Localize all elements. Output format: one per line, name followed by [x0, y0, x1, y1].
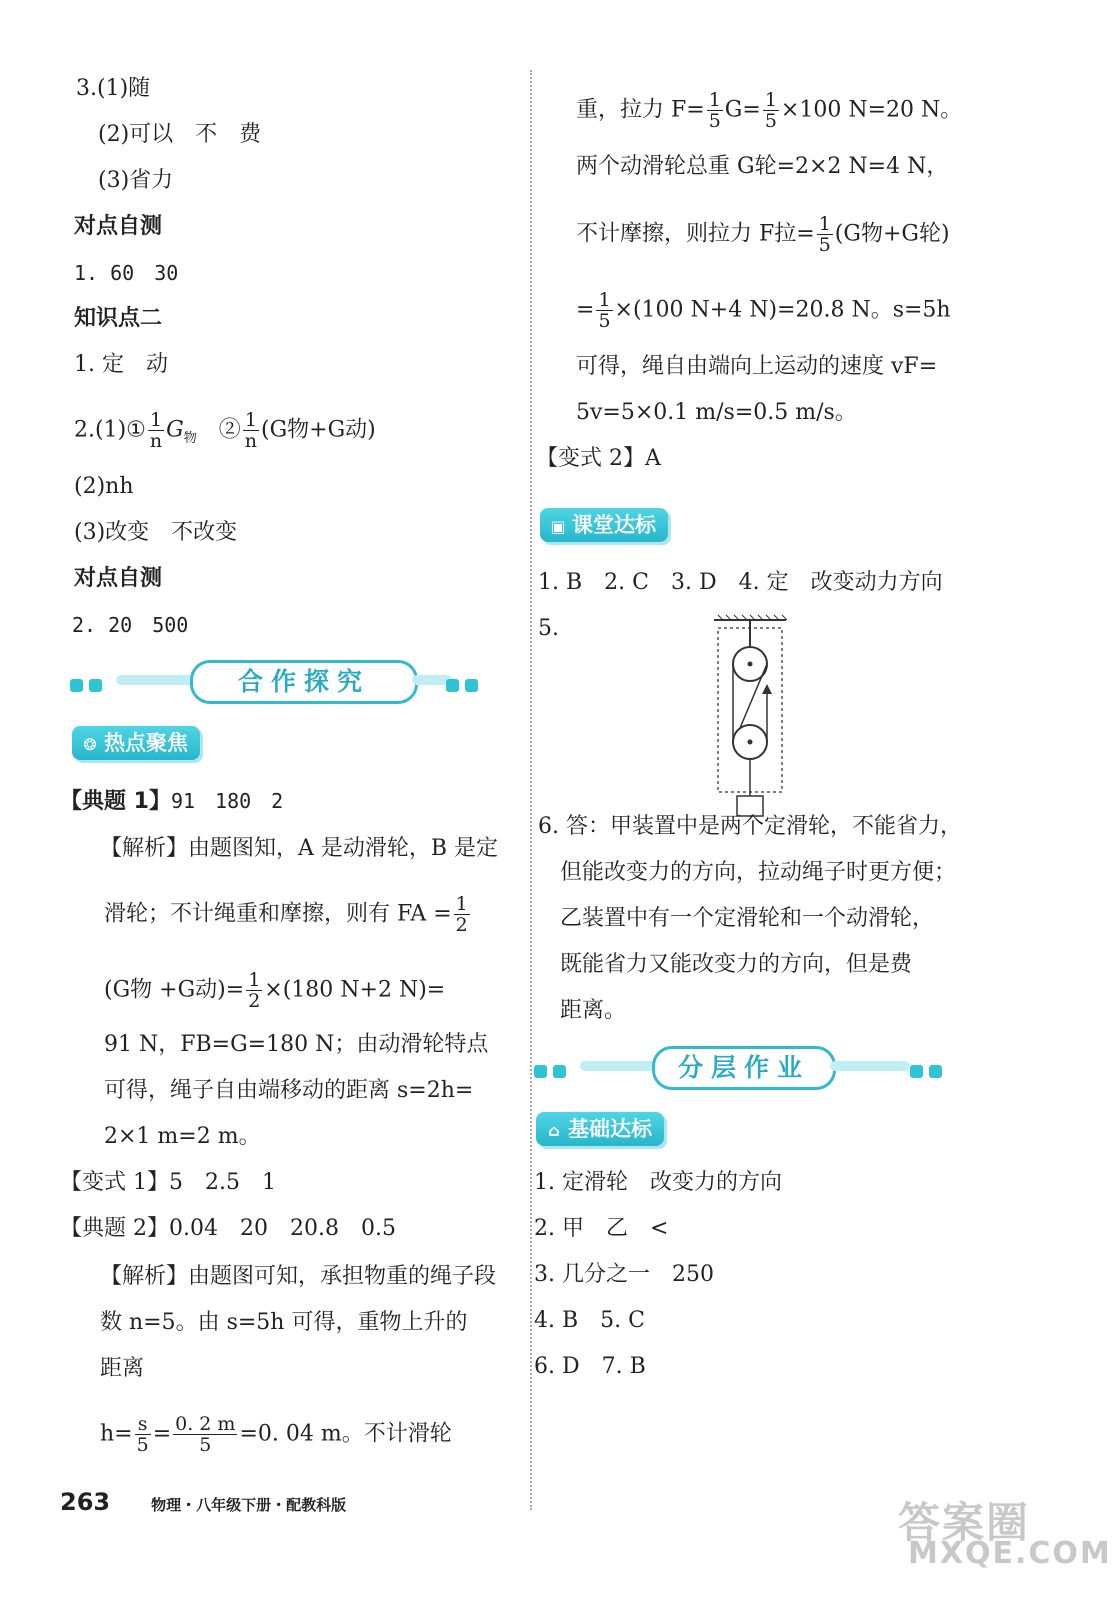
text: ×(100 N+4 N)=20.8 N。s=5h	[614, 297, 951, 323]
text: (G物+G轮)	[834, 221, 950, 247]
answer-line: (2)nh	[74, 474, 134, 499]
answer-line	[538, 812, 962, 842]
answer-line: 4. B 5. C	[534, 1308, 645, 1333]
explanation-line: 91 N，FB=G=180 N；由动滑轮特点	[104, 1032, 489, 1057]
answer-line: 距离。	[560, 998, 627, 1023]
numerator: 1	[243, 410, 259, 431]
answer-line: 5.	[538, 616, 559, 641]
watermark-logo	[898, 1490, 1112, 1571]
section-heading: 对点自测	[74, 566, 163, 591]
text: 6. 答：甲装置中是两个定滑轮，不能省力，	[538, 814, 962, 839]
answer-line: 【典题 2】0.04 20 20.8 0.5	[60, 1216, 396, 1241]
explanation-line: 数 n=5。由 s=5h 可得，重物上升的	[100, 1310, 468, 1335]
answer-line: 1. 定 动	[74, 352, 168, 377]
tag-label: 课堂达标	[572, 513, 656, 537]
text: ②	[218, 417, 241, 443]
answer-line: 【变式 1】5 2.5 1	[60, 1170, 276, 1195]
denominator: 5	[598, 310, 611, 332]
banner-bar	[830, 1061, 910, 1071]
watermark-text: 答案圈	[898, 1498, 1031, 1547]
answer-line: 3. 几分之一 250	[534, 1262, 714, 1287]
numerator: 1	[598, 289, 611, 311]
answer-line: (3)省力	[98, 168, 174, 193]
fraction	[173, 1414, 237, 1455]
text: ×(180 N+2 N)=	[264, 977, 446, 1003]
axle	[748, 740, 753, 745]
answer-line: 6. D 7. B	[534, 1354, 646, 1379]
formula-line: 2.(1)① $\frac{1}{n}$ $G_物$ ② $\frac{1}{n}$ (G物+G动)	[74, 409, 376, 452]
explanation-line	[576, 290, 951, 331]
section-tag	[536, 1112, 664, 1146]
fraction	[246, 970, 262, 1011]
denominator: n	[149, 430, 163, 452]
fraction	[596, 290, 612, 331]
section-tag	[72, 726, 200, 760]
section-banner	[534, 1046, 954, 1086]
answer-line: 2. 甲 乙 <	[534, 1216, 669, 1241]
fraction	[135, 1414, 151, 1455]
explanation-line: 距离	[100, 1356, 145, 1381]
text: ×100 N=20 N。	[780, 97, 963, 123]
explanation-line: 5v=5×0.1 m/s=0.5 m/s。	[576, 400, 857, 425]
text: 滑轮；不计绳重和摩擦，则有 FA =	[104, 901, 452, 927]
page-footer	[60, 1488, 346, 1516]
numerator: 1	[148, 410, 164, 431]
text: 91 180 2	[170, 789, 284, 813]
banner-title: 合作探究	[190, 660, 418, 704]
explanation-line: 可得，绳自由端向上运动的速度 vF=	[576, 354, 938, 379]
explanation-line: 【解析】由题图可知，承担物重的绳子段	[100, 1264, 497, 1289]
text: =0. 04 m。不计滑轮	[239, 1421, 452, 1447]
section-banner	[70, 660, 490, 700]
numerator: 1	[248, 969, 261, 991]
fraction	[148, 410, 164, 451]
arrow-up-icon	[762, 684, 772, 694]
column-divider	[530, 70, 532, 1510]
explanation-line: 可得，绳子自由端移动的距离 s=2h=	[104, 1078, 474, 1103]
denominator: 5	[764, 110, 777, 132]
explanation-line	[576, 214, 950, 255]
text: G=	[724, 97, 761, 123]
text: h=	[100, 1421, 133, 1447]
text: 不计摩擦，则拉力 F拉=	[576, 221, 815, 247]
answer-line: 1. 定滑轮 改变力的方向	[534, 1170, 782, 1195]
numerator: 1	[764, 89, 777, 111]
numerator: 0. 2 m	[175, 1413, 236, 1435]
explanation-line: 【解析】由题图知，A 是动滑轮，B 是定	[100, 836, 499, 861]
denominator: 2	[248, 990, 261, 1012]
numerator: s	[135, 1414, 151, 1435]
text: (G物 +G动)=	[104, 977, 245, 1003]
denominator: 5	[708, 110, 721, 132]
explanation-line: h= $\frac{s}{5}$ = $\frac{0. 2 m}{5}$ =0. 04 m。不计滑轮	[100, 1413, 452, 1456]
fraction	[763, 90, 779, 131]
section-heading: 知识点二	[74, 306, 163, 331]
explanation-line	[104, 970, 445, 1011]
answer-line: 既能省力又能改变力的方向，但是费	[560, 952, 913, 977]
answer-line: 2. 20 500	[72, 613, 189, 637]
banner-dots	[910, 1059, 970, 1073]
denominator: n	[244, 430, 258, 452]
text: 重，拉力 F=	[576, 97, 705, 123]
explanation-line	[104, 894, 472, 935]
axle	[748, 662, 753, 667]
tag-label: 基础达标	[568, 1117, 652, 1141]
banner-title: 分层作业	[652, 1046, 836, 1090]
numerator: 1	[708, 89, 721, 111]
answer-line: 1. B 2. C 3. D 4. 定 改变动力方向	[538, 570, 943, 595]
lock-icon: ⌂	[548, 1121, 560, 1140]
page-number: 263	[60, 1488, 111, 1516]
book-title: 物理・八年级下册・配教科版	[151, 1496, 347, 1514]
fraction	[454, 894, 470, 935]
text: =	[576, 297, 595, 323]
answer-line: (3)改变 不改变	[74, 520, 238, 545]
section-tag	[540, 508, 668, 542]
denominator: 2	[455, 914, 468, 936]
answer-line: (2)可以 不 费	[98, 122, 262, 147]
answer-line: 1. 60 30	[74, 261, 179, 285]
label: 【典题 1】	[60, 789, 171, 814]
explanation-line: 2×1 m=2 m。	[104, 1124, 261, 1149]
section-heading: 对点自测	[74, 214, 163, 239]
explanation-line	[576, 90, 962, 131]
fraction	[817, 214, 833, 255]
numerator: 1	[455, 893, 468, 915]
denominator: 5	[818, 234, 831, 256]
denominator: 5	[199, 1434, 212, 1456]
fraction	[707, 90, 723, 131]
book-icon: ▣	[550, 517, 566, 536]
answer-line: 乙装置中有一个定滑轮和一个动滑轮，	[560, 906, 935, 931]
banner-dots	[446, 673, 506, 687]
answer-line: 但能改变力的方向，拉动绳子时更方便；	[560, 860, 957, 885]
answer-line: 3.(1)随	[76, 76, 151, 101]
flame-icon: ❂	[83, 735, 97, 754]
pulley-diagram	[710, 612, 800, 822]
denominator: 5	[136, 1434, 149, 1456]
tag-label: 热点聚焦	[104, 731, 188, 755]
fraction	[243, 410, 259, 451]
explanation-line: 两个动滑轮总重 G轮=2×2 N=4 N，	[576, 154, 949, 179]
watermark-url: MXQE.COM	[908, 1536, 1112, 1571]
answer-line: 【变式 2】A	[536, 446, 661, 471]
text: (G物+G动)	[261, 417, 376, 443]
answer-line	[60, 786, 283, 817]
numerator: 1	[818, 213, 831, 235]
text: 2.(1)①	[74, 417, 146, 443]
